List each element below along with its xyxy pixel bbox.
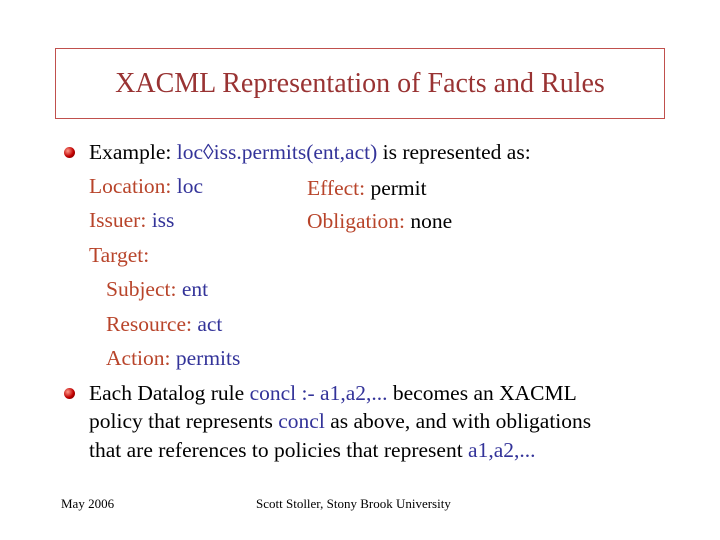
- effect-value: permit: [370, 176, 427, 200]
- slide-title: XACML Representation of Facts and Rules: [115, 67, 605, 99]
- action-value: permits: [175, 346, 241, 370]
- text: policy that represents: [89, 409, 279, 433]
- location-value: loc: [176, 174, 204, 198]
- text: becomes an XACML: [387, 381, 577, 405]
- field-issuer: [89, 207, 174, 233]
- footer-author: Scott Stoller, Stony Brook University: [256, 496, 451, 511]
- field-resource: [106, 311, 222, 337]
- resource-value: act: [197, 312, 223, 336]
- title-box: [55, 48, 665, 119]
- field-subject: [106, 276, 208, 302]
- rule-expr: concl :- a1,a2,...: [249, 381, 388, 405]
- field-action: [106, 345, 240, 371]
- field-target: [89, 242, 149, 268]
- footer-date: May 2006: [61, 496, 115, 511]
- field-obligation: [307, 208, 452, 234]
- example-expr: loc◊iss.permits(ent,act): [176, 140, 378, 164]
- bullet-datalog-line3: [89, 437, 536, 463]
- text: Each Datalog rule: [89, 381, 250, 405]
- obligation-value: none: [410, 209, 453, 233]
- field-location: [89, 173, 203, 199]
- bullet-icon: [64, 147, 75, 158]
- bullet-example: [89, 139, 531, 165]
- target-label: Target:: [89, 243, 150, 267]
- subject-label: Subject:: [106, 277, 182, 301]
- field-effect: [307, 175, 427, 201]
- bullet-datalog-line1: [89, 380, 577, 406]
- bullet-icon: [64, 388, 75, 399]
- bullet-datalog-line2: [89, 408, 591, 434]
- example-suffix: is represented as:: [377, 140, 531, 164]
- text: that are references to policies that represent: [89, 438, 469, 462]
- resource-label: Resource:: [106, 312, 198, 336]
- issuer-value: iss: [151, 208, 175, 232]
- issuer-label: Issuer:: [89, 208, 152, 232]
- obligation-label: Obligation:: [307, 209, 411, 233]
- subject-value: ent: [181, 277, 209, 301]
- location-label: Location:: [89, 174, 177, 198]
- text: as above, and with obligations: [324, 409, 592, 433]
- example-prefix: Example:: [89, 140, 177, 164]
- concl-expr: concl: [278, 409, 325, 433]
- effect-label: Effect:: [307, 176, 371, 200]
- antecedents-expr: a1,a2,...: [468, 438, 536, 462]
- action-label: Action:: [106, 346, 176, 370]
